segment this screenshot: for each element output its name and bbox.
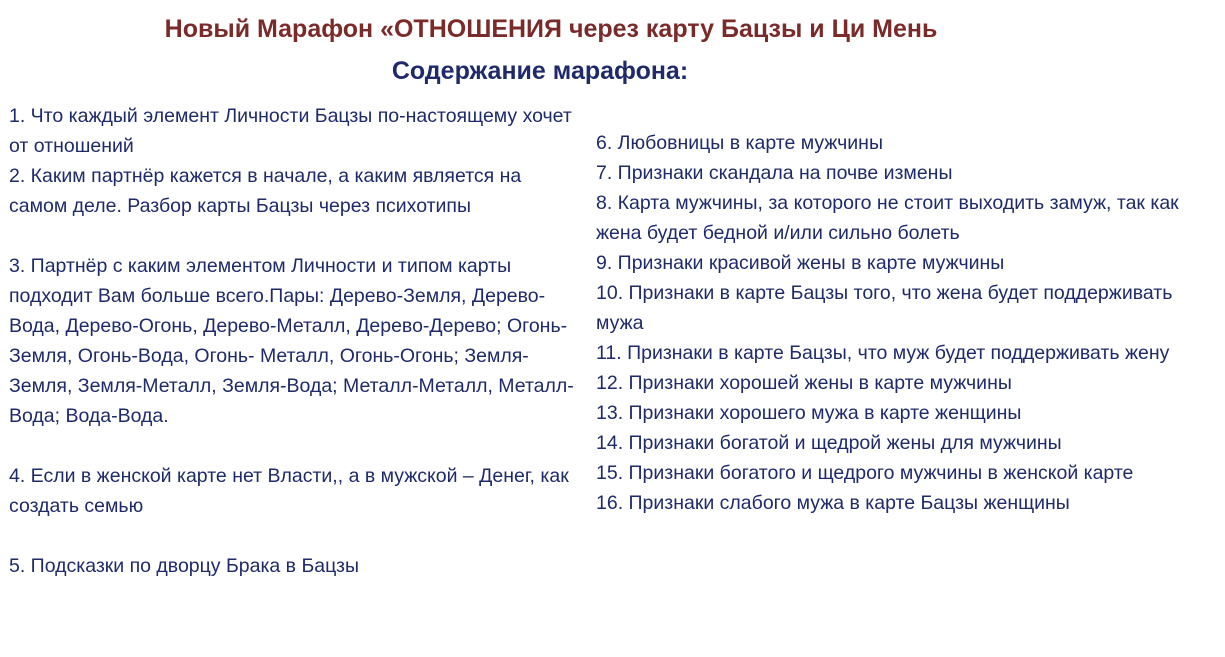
list-item-12: 12. Признаки хорошей жены в карте мужчины <box>596 372 1012 394</box>
list-item-7: 7. Признаки скандала на почве измены <box>596 162 953 184</box>
list-item-2: 2. Каким партнёр кажется в начале, а каким является на самом деле. Разбор карты Бацзы через психотипы <box>9 165 522 217</box>
list-item-6: 6. Любовницы в карте мужчины <box>596 132 883 154</box>
list-item-4: 4. Если в женской карте нет Власти,, а в мужской – Денег, как создать семью <box>9 465 569 517</box>
list-item-8: 8. Карта мужчины, за которого не стоит выходить замуж, так как жена будет бедной и/или сильно болеть <box>596 192 1179 244</box>
contents-list-right <box>596 128 1218 518</box>
list-item-3: 3. Партнёр с каким элементом Личности и типом карты подходит Вам больше всего.Пары: Дерево-Земля, Дерево-Вода, Дерево-Огонь, Дерево-Металл, Дерево-Дерево; Огонь-Земля, Огонь-Вода, Огонь- Металл, Огонь-Огонь; Земля-Земля, Земля-Металл, Земля-Вода; Металл-Металл, Металл-Вода; Вода-Вода. <box>9 255 574 427</box>
list-item-5: 5. Подсказки по дворцу Брака в Бацзы <box>9 555 360 577</box>
list-item-10: 10. Признаки в карте Бацзы того, что жена будет поддерживать мужа <box>596 282 1173 334</box>
marathon-title: Новый Марафон «ОТНОШЕНИЯ через карту Бацзы и Ци Мень <box>164 15 938 43</box>
list-item-16: 16. Признаки слабого мужа в карте Бацзы женщины <box>596 492 1070 514</box>
list-item-9: 9. Признаки красивой жены в карте мужчины <box>596 252 1005 274</box>
list-item-13: 13. Признаки хорошего мужа в карте женщины <box>596 402 1022 424</box>
list-item-14: 14. Признаки богатой и щедрой жены для мужчины <box>596 432 1062 454</box>
contents-heading: Содержание марафона: <box>391 57 689 85</box>
list-item-1: 1. Что каждый элемент Личности Бацзы по-настоящему хочет от отношений <box>9 105 572 157</box>
contents-list-left <box>9 101 579 581</box>
list-item-11: 11. Признаки в карте Бацзы, что муж будет поддерживать жену <box>596 342 1170 364</box>
list-item-15: 15. Признаки богатого и щедрого мужчины в женской карте <box>596 462 1134 484</box>
